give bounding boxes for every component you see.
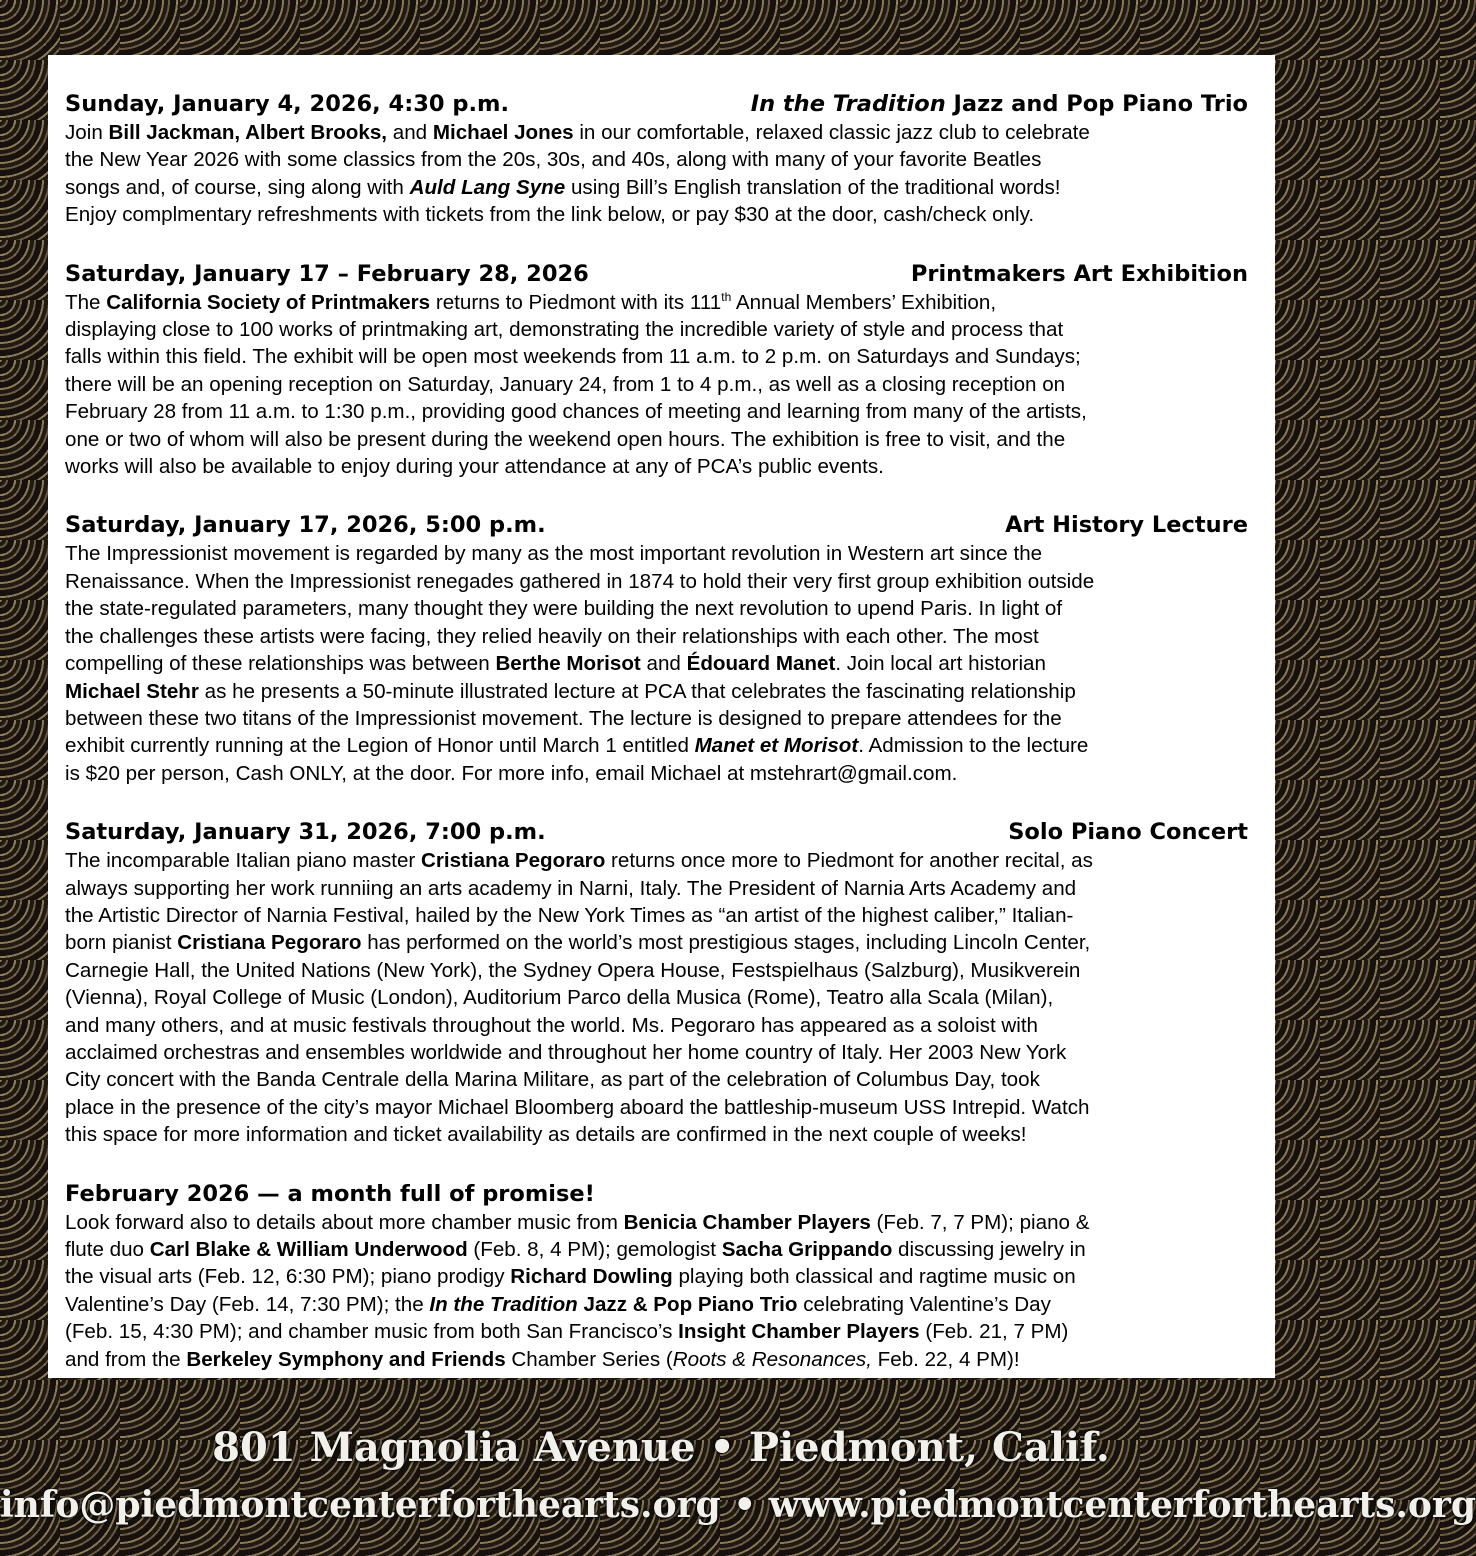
event-section — [65, 817, 1258, 1148]
highlight-text: Berkeley Symphony and Friends — [186, 1347, 506, 1371]
description-line — [65, 119, 1258, 146]
description-line — [65, 1346, 1258, 1373]
text-run: The Impressionist movement is regarded by many as the most important revolution in Western art since the — [65, 542, 1043, 566]
event-heading — [65, 89, 1258, 119]
event-section — [65, 89, 1258, 229]
description-line — [65, 902, 1258, 929]
text-run: . Admission to the lecture — [858, 734, 1089, 758]
text-run: returns to Piedmont with its 111 — [430, 290, 722, 314]
event-section — [65, 510, 1258, 787]
event-title-text: Printmakers Art Exhibition — [910, 260, 1248, 287]
event-title — [751, 89, 1258, 119]
description-line — [65, 1094, 1258, 1121]
text-run: February 28 from 11 a.m. to 1:30 p.m., providing good chances of meeting and learning from many of the artists, — [65, 400, 1087, 424]
text-run: songs and, of course, sing along with — [65, 175, 410, 199]
event-title — [1005, 510, 1258, 540]
event-heading — [65, 259, 1258, 289]
event-title-text: Art History Lecture — [1005, 512, 1248, 539]
event-section — [65, 1179, 1258, 1373]
text-run: and — [640, 652, 687, 676]
description-line — [65, 453, 1258, 480]
text-run: celebrating Valentine’s Day — [797, 1292, 1051, 1316]
text-run: (Feb. 7, 7 PM); piano & — [870, 1210, 1090, 1234]
description-line — [65, 174, 1258, 201]
text-run: Chamber Series ( — [505, 1347, 673, 1371]
event-date: Saturday, January 17, 2026, 5:00 p.m. — [65, 512, 546, 539]
event-date: Sunday, January 4, 2026, 4:30 p.m. — [65, 91, 509, 117]
text-run: discussing jewelry in — [892, 1238, 1086, 1261]
description-line — [65, 1121, 1258, 1148]
event-heading — [65, 1179, 1258, 1209]
text-run: City concert with the Banda Centrale della Marina Militare, as part of the celebration of Columbus Day, took — [65, 1068, 1040, 1092]
description-line — [65, 705, 1258, 732]
text-run: the visual arts (Feb. 12, 6:30 PM); piano prodigy — [65, 1265, 511, 1289]
highlight-text: Bill Jackman, Albert Brooks, — [108, 121, 388, 144]
text-run: flute duo — [65, 1238, 150, 1261]
description-line — [65, 595, 1258, 622]
description-line — [65, 678, 1258, 705]
text-run: playing both classical and ragtime music on — [672, 1265, 1076, 1289]
event-title-italic: In the Tradition — [750, 91, 946, 117]
text-run: there will be an opening reception on Saturday, January 24, from 1 to 4 p.m., as well as a closing reception on — [65, 372, 1066, 396]
event-heading — [65, 510, 1258, 540]
highlight-text: Carl Blake & William Underwood — [149, 1238, 468, 1261]
text-run: one or two of whom will also be present during the weekend open hours. The exhibition is free to visit, and the — [65, 427, 1066, 451]
description-line — [65, 426, 1258, 453]
description-line — [65, 847, 1258, 874]
highlight-text: Jazz & Pop Piano Trio — [577, 1292, 798, 1316]
text-run: between these two titans of the Impressionist movement. The lecture is designed to prepare attendees for the — [65, 706, 1062, 730]
text-run: th — [721, 289, 732, 304]
text-run: Annual Members’ Exhibition, — [731, 290, 997, 314]
highlight-text: Richard Dowling — [510, 1265, 673, 1289]
description-line — [65, 1236, 1258, 1263]
description-line — [65, 201, 1258, 228]
event-description — [65, 540, 1258, 787]
text-run: Renaissance. When the Impressionist renegades gathered in 1874 to hold their very first group exhibition outside — [65, 569, 1095, 593]
event-description — [65, 847, 1258, 1148]
highlight-text: Auld Lang Syne — [409, 175, 566, 199]
description-line — [65, 289, 1258, 316]
highlight-text: Insight Chamber Players — [678, 1320, 920, 1344]
description-line — [65, 1318, 1258, 1345]
description-line — [65, 1209, 1258, 1236]
text-run: returns once more to Piedmont for another recital, as — [605, 849, 1093, 873]
text-run: Join — [65, 121, 109, 144]
footer-web: info@piedmontcenterforthearts.org • www.piedmontcenterforthearts.org — [0, 1484, 1476, 1526]
text-run: is $20 per person, Cash ONLY, at the door. For more info, email Michael at mstehrart@gmail.com. — [65, 761, 958, 785]
description-line — [65, 371, 1258, 398]
description-line — [65, 1263, 1258, 1290]
text-run: exhibit currently running at the Legion of Honor until March 1 entitled — [65, 734, 695, 758]
highlight-text: In the Tradition — [429, 1292, 578, 1316]
text-run: place in the presence of the city’s mayor Michael Bloomberg aboard the battleship-museum USS Intrepid. Watch — [65, 1095, 1090, 1119]
highlight-text: Manet et Morisot — [694, 734, 859, 758]
text-run: Look forward also to details about more chamber music from — [65, 1210, 624, 1234]
text-run: the challenges these artists were facing, they relied heavily on their relationships with each other. The most — [65, 624, 1039, 648]
description-line — [65, 623, 1258, 650]
text-run: and — [387, 121, 433, 144]
text-run: The incomparable Italian piano master — [65, 849, 422, 873]
text-run: the Artistic Director of Narnia Festival, hailed by the New York Times as “an artist of the highest caliber,” Italian- — [65, 903, 1074, 927]
text-run: (Feb. 21, 7 PM) — [919, 1320, 1069, 1344]
text-run: falls within this field. The exhibit will be open most weekends from 11 a.m. to 2 p.m. on Saturdays and Sundays; — [65, 345, 1081, 369]
description-line — [65, 540, 1258, 567]
text-run: works will also be available to enjoy during your attendance at any of PCA’s public events. — [65, 455, 884, 479]
text-run: the New Year 2026 with some classics from the 20s, 30s, and 40s, along with many of your favorite Beatles — [65, 148, 1042, 172]
event-date: February 2026 — a month full of promise! — [65, 1180, 595, 1207]
text-run: The — [65, 290, 107, 314]
text-run: Carnegie Hall, the United Nations (New York), the Sydney Opera House, Festspielhaus (Salzburg), Musikverein — [65, 958, 1081, 982]
text-run: compelling of these relationships was between — [65, 652, 496, 676]
highlight-text: Michael Stehr — [65, 679, 199, 703]
text-run: using Bill’s English translation of the traditional words! — [565, 175, 1061, 199]
highlight-text: Édouard Manet — [686, 652, 836, 676]
text-run: the state-regulated parameters, many thought they were building the next revolution to upend Paris. In light of — [65, 597, 1063, 621]
text-run: acclaimed orchestras and ensembles worldwide and throughout her home country of Italy. Her 2003 New York — [65, 1040, 1067, 1064]
event-title-text: Solo Piano Concert — [1008, 819, 1248, 846]
text-run: (Feb. 15, 4:30 PM); and chamber music from both San Francisco’s — [65, 1320, 679, 1344]
description-line — [65, 732, 1258, 759]
description-line — [65, 316, 1258, 343]
highlight-text: Michael Jones — [432, 121, 574, 144]
description-line — [65, 957, 1258, 984]
highlight-text: Benicia Chamber Players — [623, 1210, 871, 1234]
description-line — [65, 398, 1258, 425]
text-run: this space for more information and ticket availability as details are confirmed in the next couple of weeks! — [65, 1123, 1027, 1147]
event-title — [911, 259, 1258, 289]
event-description — [65, 289, 1258, 481]
text-run: Enjoy complmentary refreshments with tickets from the link below, or pay $30 at the door, cash/check only. — [65, 203, 1035, 227]
event-title — [1008, 817, 1258, 847]
event-title-text: Jazz and Pop Piano Trio — [945, 91, 1248, 117]
highlight-text: California Society of Printmakers — [106, 290, 431, 314]
text-run: as he presents a 50-minute illustrated lecture at PCA that celebrates the fascinating relationship — [198, 679, 1076, 703]
event-date: Saturday, January 17 – February 28, 2026 — [65, 260, 589, 287]
description-line — [65, 146, 1258, 173]
highlight-text: Sacha Grippando — [721, 1238, 893, 1261]
text-run: Valentine’s Day (Feb. 14, 7:30 PM); the — [65, 1292, 430, 1316]
text-run: (Feb. 8, 4 PM); gemologist — [467, 1238, 722, 1261]
event-description — [65, 1209, 1258, 1373]
description-line — [65, 650, 1258, 677]
description-line — [65, 1066, 1258, 1093]
text-run: and many others, and at music festivals throughout the world. Ms. Pegoraro has appeared as a soloist with — [65, 1013, 1039, 1037]
event-heading — [65, 817, 1258, 847]
description-line — [65, 984, 1258, 1011]
description-line — [65, 875, 1258, 902]
text-run: displaying close to 100 works of printmaking art, demonstrating the incredible variety of style and process that — [65, 318, 1064, 342]
event-section — [65, 259, 1258, 481]
text-run: in our comfortable, relaxed classic jazz club to celebrate — [573, 121, 1090, 144]
description-line — [65, 1039, 1258, 1066]
description-line — [65, 1012, 1258, 1039]
description-line — [65, 343, 1258, 370]
text-run: always supporting her work runniing an arts academy in Narni, Italy. The President of Narnia Arts Academy and — [65, 876, 1077, 900]
description-line — [65, 929, 1258, 956]
text-run: Feb. 22, 4 PM)! — [871, 1347, 1020, 1371]
event-date: Saturday, January 31, 2026, 7:00 p.m. — [65, 819, 546, 846]
text-run: Roots & Resonances, — [672, 1347, 872, 1371]
text-run: has performed on the world’s most prestigious stages, including Lincoln Center, — [361, 931, 1091, 955]
event-description — [65, 119, 1258, 229]
description-line — [65, 760, 1258, 787]
description-line — [65, 568, 1258, 595]
highlight-text: Berthe Morisot — [495, 652, 641, 676]
highlight-text: Cristiana Pegoraro — [177, 931, 362, 955]
description-line — [65, 1291, 1258, 1318]
events-panel — [48, 55, 1275, 1378]
text-run: and from the — [65, 1347, 187, 1371]
footer-address: 801 Magnolia Avenue • Piedmont, Calif. — [212, 1424, 1110, 1471]
highlight-text: Cristiana Pegoraro — [421, 849, 606, 873]
text-run: . Join local art historian — [835, 652, 1046, 676]
text-run: born pianist — [65, 931, 178, 955]
text-run: (Vienna), Royal College of Music (London), Auditorium Parco della Musica (Rome), Teatro alla Scala (Milan), — [65, 986, 1054, 1010]
